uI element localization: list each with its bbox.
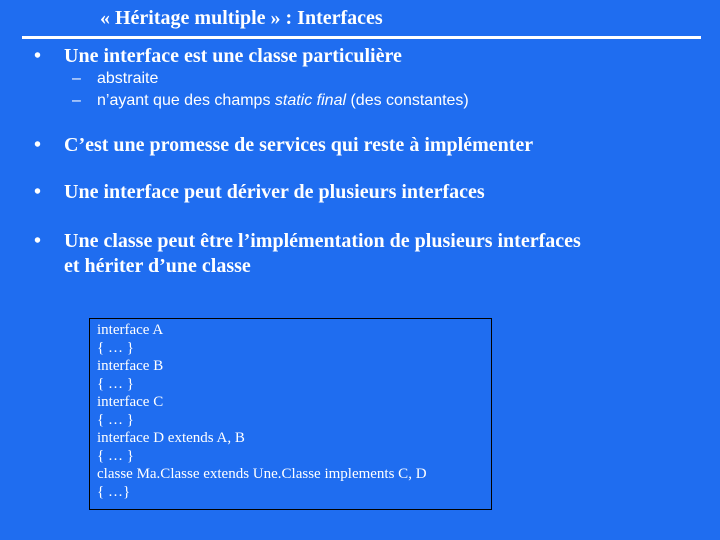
code-line: { …} (97, 484, 131, 500)
bullet-text: Une interface est une classe particulière (64, 45, 402, 67)
subbullet-text-italic: static final (274, 92, 347, 109)
code-line: interface A (97, 322, 164, 338)
bullet-marker: • (34, 230, 42, 252)
subbullet-text-prefix: n’ayant que des champs (97, 92, 275, 109)
bullet-marker: • (34, 45, 42, 67)
bullet-text: Une interface peut dériver de plusieurs interfaces (64, 181, 485, 203)
title-divider (22, 36, 701, 39)
code-example-box (89, 318, 492, 510)
code-line: classe Ma.Classe extends Une.Classe implements C, D (97, 466, 427, 482)
code-line: { … } (97, 340, 134, 356)
code-line: { … } (97, 412, 134, 428)
code-line: interface B (97, 358, 164, 374)
slide-title: « Héritage multiple » : Interfaces (100, 7, 383, 29)
code-line: { … } (97, 376, 134, 392)
subbullet-marker: – (72, 70, 81, 87)
subbullet-text-suffix: (des constantes) (346, 92, 469, 109)
bullet-marker: • (34, 134, 42, 156)
code-line: { … } (97, 448, 134, 464)
code-line: interface C (97, 394, 164, 410)
subbullet-text (97, 92, 469, 110)
bullet-text: Une classe peut être l’implémentation de plusieurs interfaces (64, 230, 581, 252)
bullet-text: C’est une promesse de services qui reste à implémenter (64, 134, 534, 156)
subbullet-marker: – (72, 92, 81, 109)
code-line: interface D extends A, B (97, 430, 245, 446)
subbullet-text: abstraite (97, 70, 159, 87)
bullet-marker: • (34, 181, 42, 203)
bullet-text: et hériter d’une classe (64, 255, 251, 277)
